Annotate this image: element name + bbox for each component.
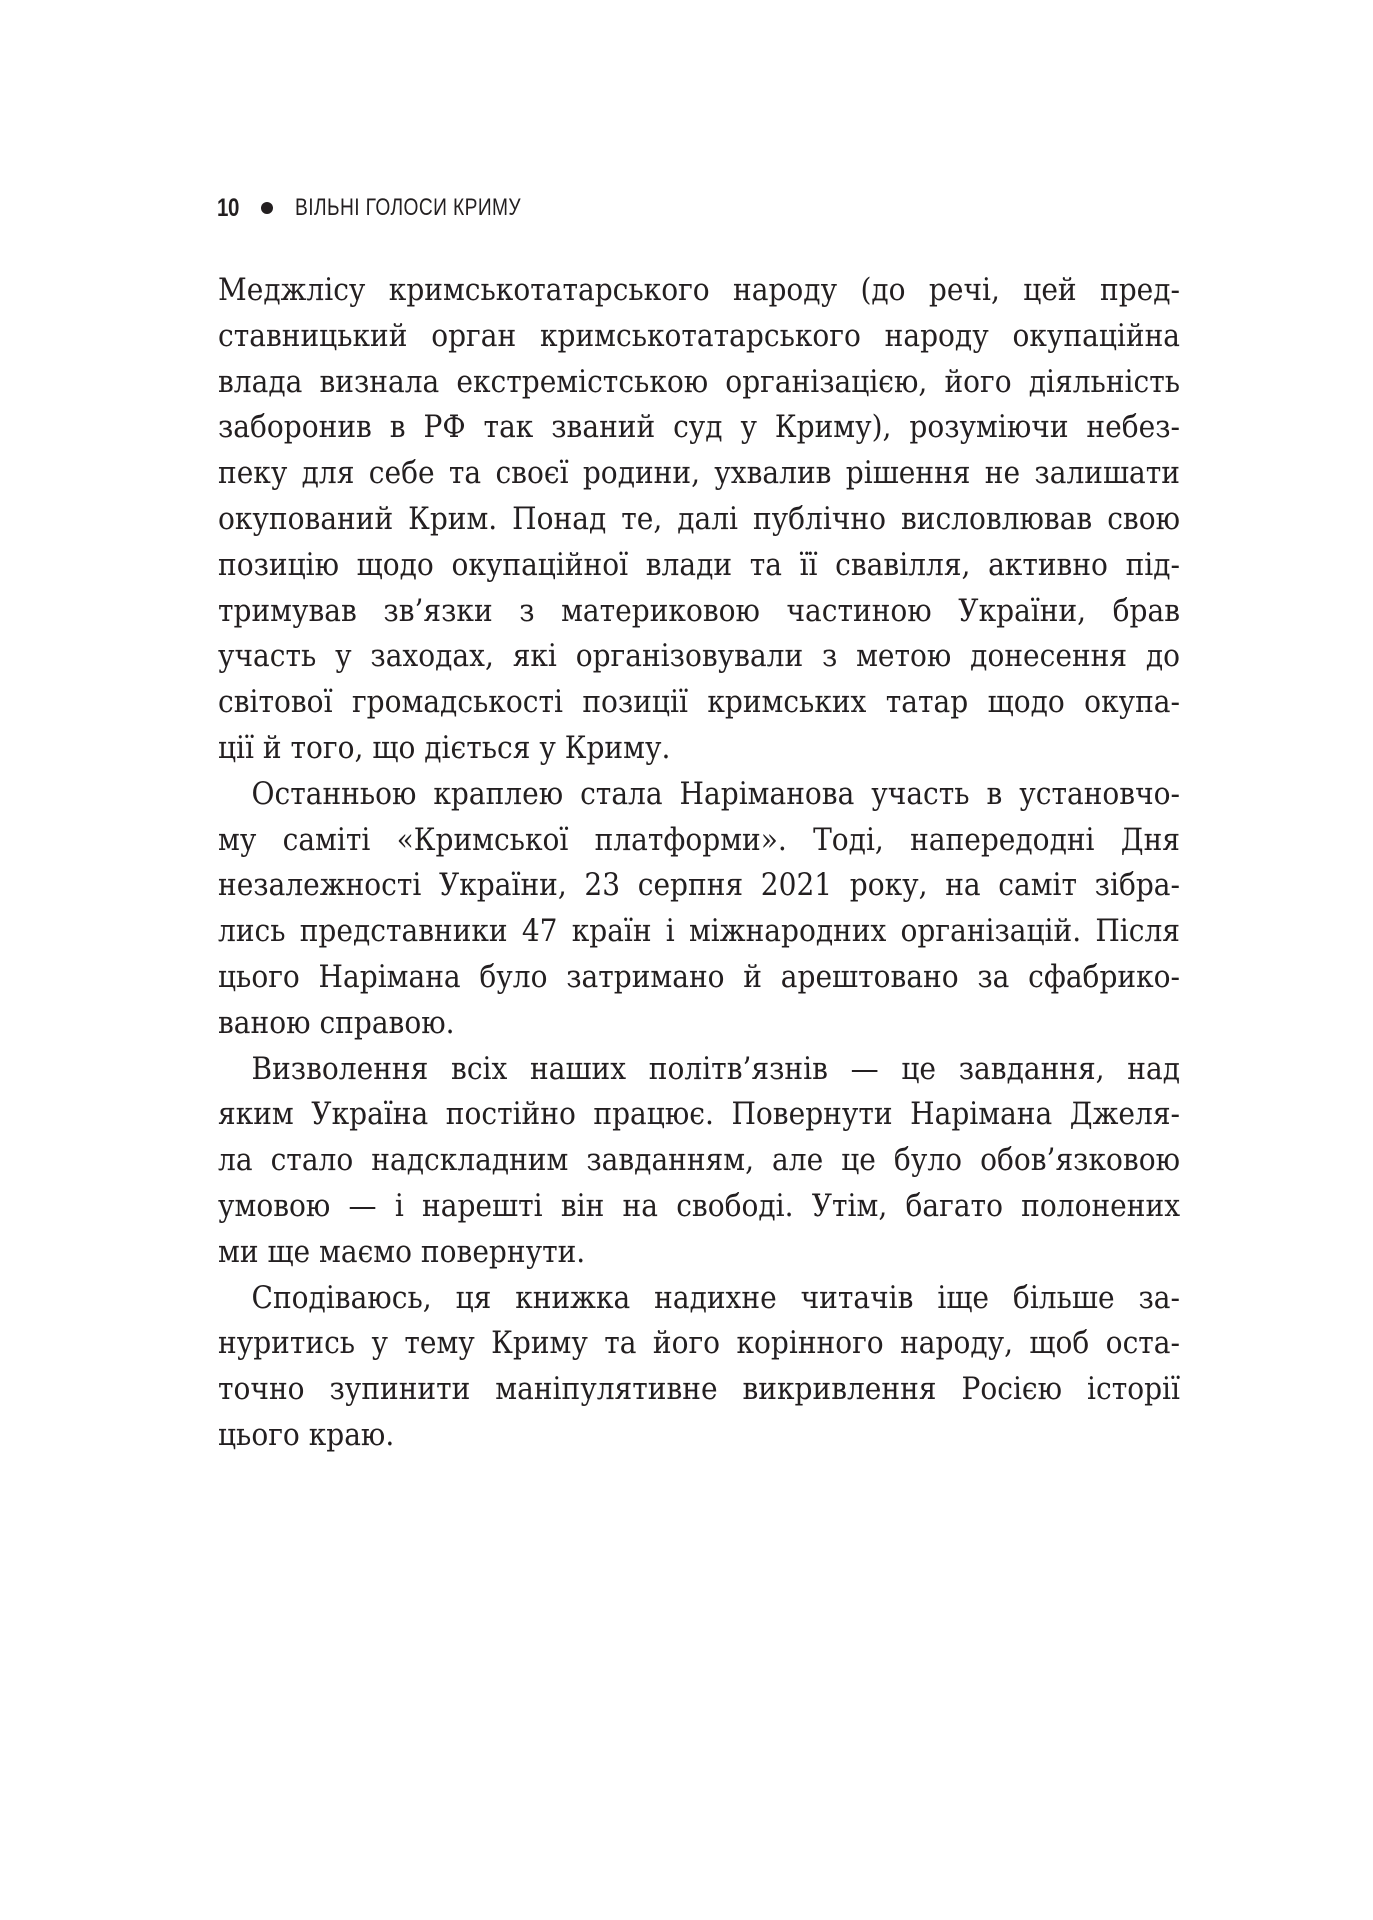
text-line: позицію щодо окупаційної влади та її свавілля, активно під- — [218, 546, 1181, 583]
text-line: Визволення всіх наших політв’язнів — це завдання, над — [251, 1050, 1181, 1087]
paragraph — [218, 1276, 1180, 1459]
text-line: світової громадськості позиції кримських татар щодо окупа- — [218, 684, 1181, 721]
text-line: Сподіваюсь, ця книжка надихне читачів іще більше за- — [251, 1279, 1181, 1316]
paragraph — [218, 268, 1180, 772]
bullet-separator — [261, 202, 273, 214]
text-line: цього краю. — [218, 1416, 395, 1453]
text-line: влада визнала екстремістською організацією, його діяльність — [218, 363, 1181, 400]
text-line: ваною справою. — [218, 1004, 455, 1041]
text-line: нуритись у тему Криму та його корінного народу, щоб оста- — [218, 1325, 1181, 1362]
text-line: ції й того, що діється у Криму. — [218, 729, 671, 766]
text-line: участь у заходах, які організовували з метою донесення до — [218, 638, 1181, 675]
text-line: умовою — і нарешті він на свободі. Утім, багато полонених — [218, 1187, 1181, 1224]
text-line: заборонив в РФ так званий суд у Криму), розуміючи небез- — [218, 409, 1181, 446]
text-line: окупований Крим. Понад те, далі публічно висловлював свою — [218, 500, 1181, 537]
text-line: лись представники 47 країн і міжнародних організацій. Після — [218, 913, 1181, 950]
text-line: пеку для себе та своєї родини, ухвалив рішення не залишати — [218, 455, 1181, 492]
text-line: незалежності України, 23 серпня 2021 року, на саміт зібра- — [218, 867, 1181, 904]
text-line: тримував зв’язки з материковою частиною України, брав — [218, 592, 1181, 629]
running-head — [217, 190, 578, 226]
text-line: яким Україна постійно працює. Повернути Нарімана Джеля- — [218, 1096, 1181, 1133]
book-title: ВІЛЬНІ ГОЛОСИ КРИМУ — [295, 194, 522, 221]
text-line: Останньою краплею стала Наріманова участь в установчо- — [251, 775, 1181, 812]
text-line: ла стало надскладним завданням, але це було обов’язковою — [218, 1142, 1181, 1179]
text-line: ми ще маємо повернути. — [218, 1233, 586, 1270]
paragraph — [218, 772, 1180, 1047]
paragraph — [218, 1047, 1180, 1276]
page-number: 10 — [217, 193, 239, 222]
text-line: му саміті «Кримської платформи». Тоді, напередодні Дня — [218, 821, 1181, 858]
text-line: точно зупинити маніпулятивне викривлення Росією історії — [218, 1371, 1181, 1408]
text-line: цього Нарімана було затримано й арештовано за сфабрико- — [218, 958, 1181, 995]
body-text — [218, 268, 1180, 1459]
text-line: ставницький орган кримськотатарського народу окупаційна — [218, 317, 1181, 354]
text-line: Меджлісу кримськотатарського народу (до речі, цей пред- — [218, 272, 1181, 308]
